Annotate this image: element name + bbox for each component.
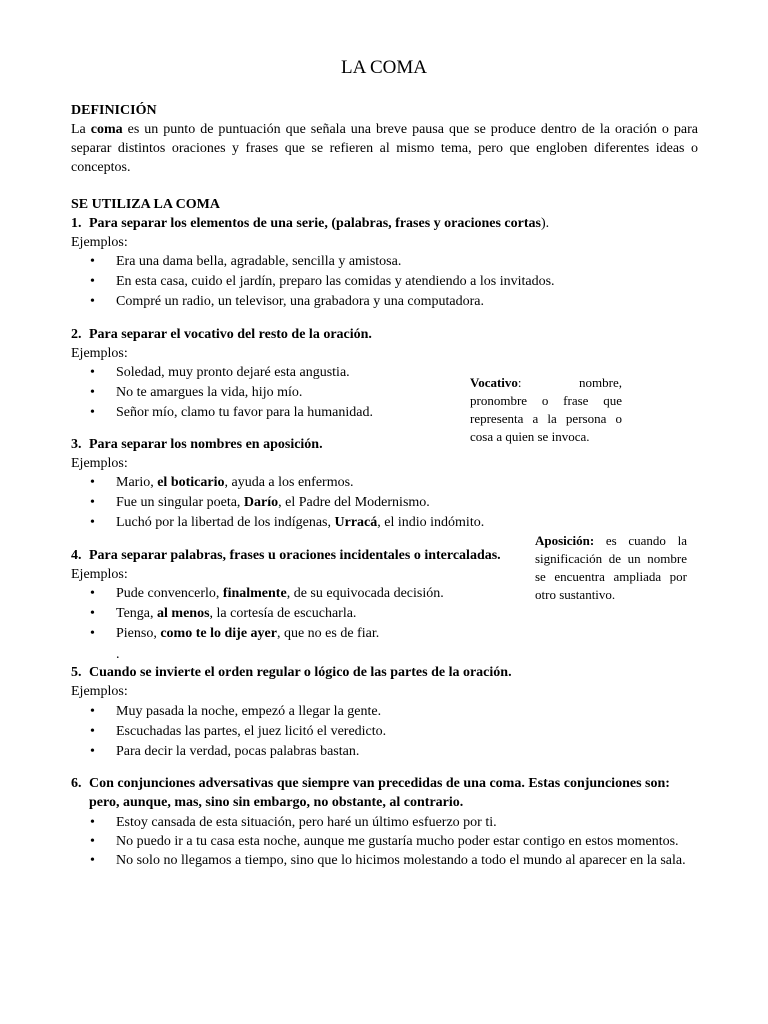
bullet-icon: • (90, 834, 95, 849)
section-title: Cuando se invierte el orden regular o lógico de las partes de la oración. (89, 665, 512, 680)
section-title: Para separar el vocativo del resto de la oración. (89, 327, 372, 342)
example-text: No solo no llegamos a tiempo, sino que lo hicimos molestando a todo el mundo al aparecer en la sala. (116, 853, 686, 868)
bullet-icon: • (90, 626, 95, 641)
definition-term: coma (90, 122, 123, 137)
list-item (0, 292, 555, 312)
section-3-examples (0, 473, 484, 533)
trailing-dot: . (116, 647, 120, 662)
list-item (0, 383, 373, 403)
example-text: , la cortesía de escucharla. (209, 606, 357, 621)
note-term: Vocativo (470, 375, 518, 390)
bullet-icon: • (90, 495, 95, 510)
section-3-heading (71, 435, 701, 454)
list-item (0, 493, 484, 513)
example-text: No puedo ir a tu casa esta noche, aunque me gustaría mucho poder estar contigo en estos momentos. (116, 834, 679, 849)
example-emphasis: Urracá (334, 515, 378, 530)
example-text: Escuchadas las partes, el juez licitó el veredicto. (116, 724, 387, 739)
note-term: Aposición: (535, 533, 595, 548)
list-item (0, 272, 555, 292)
example-text: No te amargues la vida, hijo mío. (116, 385, 303, 400)
example-text: Estoy cansada de esta situación, pero haré un último esfuerzo por ti. (116, 815, 497, 830)
note-text: es cuando la significación de un nombre se encuentra ampliada por otro sustantivo. (535, 533, 687, 602)
section-number: 3. (71, 437, 82, 452)
example-emphasis: como te lo dije ayer (160, 626, 277, 641)
section-5-heading (71, 663, 701, 682)
section-number: 4. (71, 548, 82, 563)
example-text: , el indio indómito. (377, 515, 485, 530)
example-text: Era una dama bella, agradable, sencilla y amistosa. (116, 254, 402, 269)
example-text: , el Padre del Modernismo. (278, 495, 430, 510)
bullet-icon: • (90, 385, 95, 400)
example-text: Para decir la verdad, pocas palabras bastan. (116, 744, 360, 759)
list-item (0, 813, 686, 832)
section-1-examples (0, 252, 555, 312)
example-emphasis: finalmente (222, 586, 287, 601)
example-text: Fue un singular poeta, (116, 495, 244, 510)
definition-paragraph (71, 120, 698, 177)
examples-label: Ejemplos: (71, 684, 128, 699)
list-item (0, 363, 373, 383)
section-4-examples (0, 584, 444, 644)
bullet-icon: • (90, 515, 95, 530)
list-item (0, 851, 686, 870)
list-item (0, 252, 555, 272)
list-item (0, 403, 373, 423)
bullet-icon: • (90, 704, 95, 719)
section-5-examples (0, 702, 386, 762)
examples-label: Ejemplos: (71, 567, 128, 582)
list-item (0, 473, 484, 493)
list-item (0, 742, 386, 762)
section-title: Para separar los nombres en aposición. (89, 437, 323, 452)
list-item (0, 513, 484, 533)
list-item (0, 584, 444, 604)
example-emphasis: Darío (243, 495, 279, 510)
example-text: Pude convencerlo, (116, 586, 223, 601)
bullet-icon: • (90, 586, 95, 601)
section-title: Para separar palabras, frases u oraciones incidentales o intercaladas. (89, 548, 501, 563)
section-6-examples (0, 813, 686, 870)
bullet-icon: • (90, 294, 95, 309)
examples-label: Ejemplos: (71, 235, 128, 250)
bullet-icon: • (90, 405, 95, 420)
example-text: , de su equivocada decisión. (286, 586, 444, 601)
page-title: LA COMA (340, 57, 428, 78)
example-text: En esta casa, cuido el jardín, preparo las comidas y atendiendo a los invitados. (116, 274, 555, 289)
section-6-heading (71, 774, 701, 812)
definition-lead: La (71, 122, 86, 137)
list-item (0, 702, 386, 722)
bullet-icon: • (90, 475, 95, 490)
section-number: 5. (71, 665, 82, 680)
example-text: Luchó por la libertad de los indígenas, (116, 515, 335, 530)
example-emphasis: al menos (157, 606, 210, 621)
section-1-heading (71, 214, 701, 233)
section-title: Con conjunciones adversativas que siempre van precedidas de una coma. Estas conjunciones son: pero, aunque, mas, sino sin embargo, no obstante, al contrario. (89, 776, 670, 810)
example-text: Señor mío, clamo tu favor para la humanidad. (116, 405, 373, 420)
examples-label: Ejemplos: (71, 346, 128, 361)
bullet-icon: • (90, 365, 95, 380)
bullet-icon: • (90, 254, 95, 269)
example-text: , que no es de fiar. (276, 626, 380, 641)
example-text: Compré un radio, un televisor, una grabadora y una computadora. (116, 294, 484, 309)
bullet-icon: • (90, 274, 95, 289)
aposicion-note (535, 532, 687, 604)
list-item (0, 722, 386, 742)
list-item (0, 832, 686, 851)
example-text: Soledad, muy pronto dejaré esta angustia. (116, 365, 350, 380)
bullet-icon: • (90, 724, 95, 739)
section-2-examples (0, 363, 373, 423)
example-text: Pienso, (116, 626, 161, 641)
bullet-icon: • (90, 853, 95, 868)
example-emphasis: el boticario (157, 475, 225, 490)
note-text: : nombre, pronombre o frase que representa a la persona o cosa a quien se invoca. (470, 375, 622, 444)
list-item (0, 604, 444, 624)
definition-text: es un punto de puntuación que señala una breve pausa que se produce dentro de la oración o para separar distintos oraciones y frases que se refieren al mismo tema, pero que engloben diferentes ideas o conceptos. (71, 122, 699, 175)
list-item (0, 624, 444, 644)
bullet-icon: • (90, 744, 95, 759)
example-text: Mario, (116, 475, 158, 490)
bullet-icon: • (90, 815, 95, 830)
usage-heading: SE UTILIZA LA COMA (71, 197, 220, 212)
section-title: Para separar los elementos de una serie, (palabras, frases y oraciones cortas (89, 216, 541, 231)
section-number: 2. (71, 327, 82, 342)
examples-label: Ejemplos: (71, 456, 128, 471)
section-title-tail: ). (540, 216, 550, 231)
definition-heading: DEFINICIÓN (71, 103, 157, 118)
section-2-heading (71, 325, 701, 344)
bullet-icon: • (90, 606, 95, 621)
example-text: , ayuda a los enfermos. (224, 475, 354, 490)
section-number: 1. (71, 216, 82, 231)
example-text: Tenga, (116, 606, 158, 621)
example-text: Muy pasada la noche, empezó a llegar la gente. (116, 704, 382, 719)
section-number: 6. (71, 776, 82, 791)
section-4-heading (71, 546, 527, 565)
